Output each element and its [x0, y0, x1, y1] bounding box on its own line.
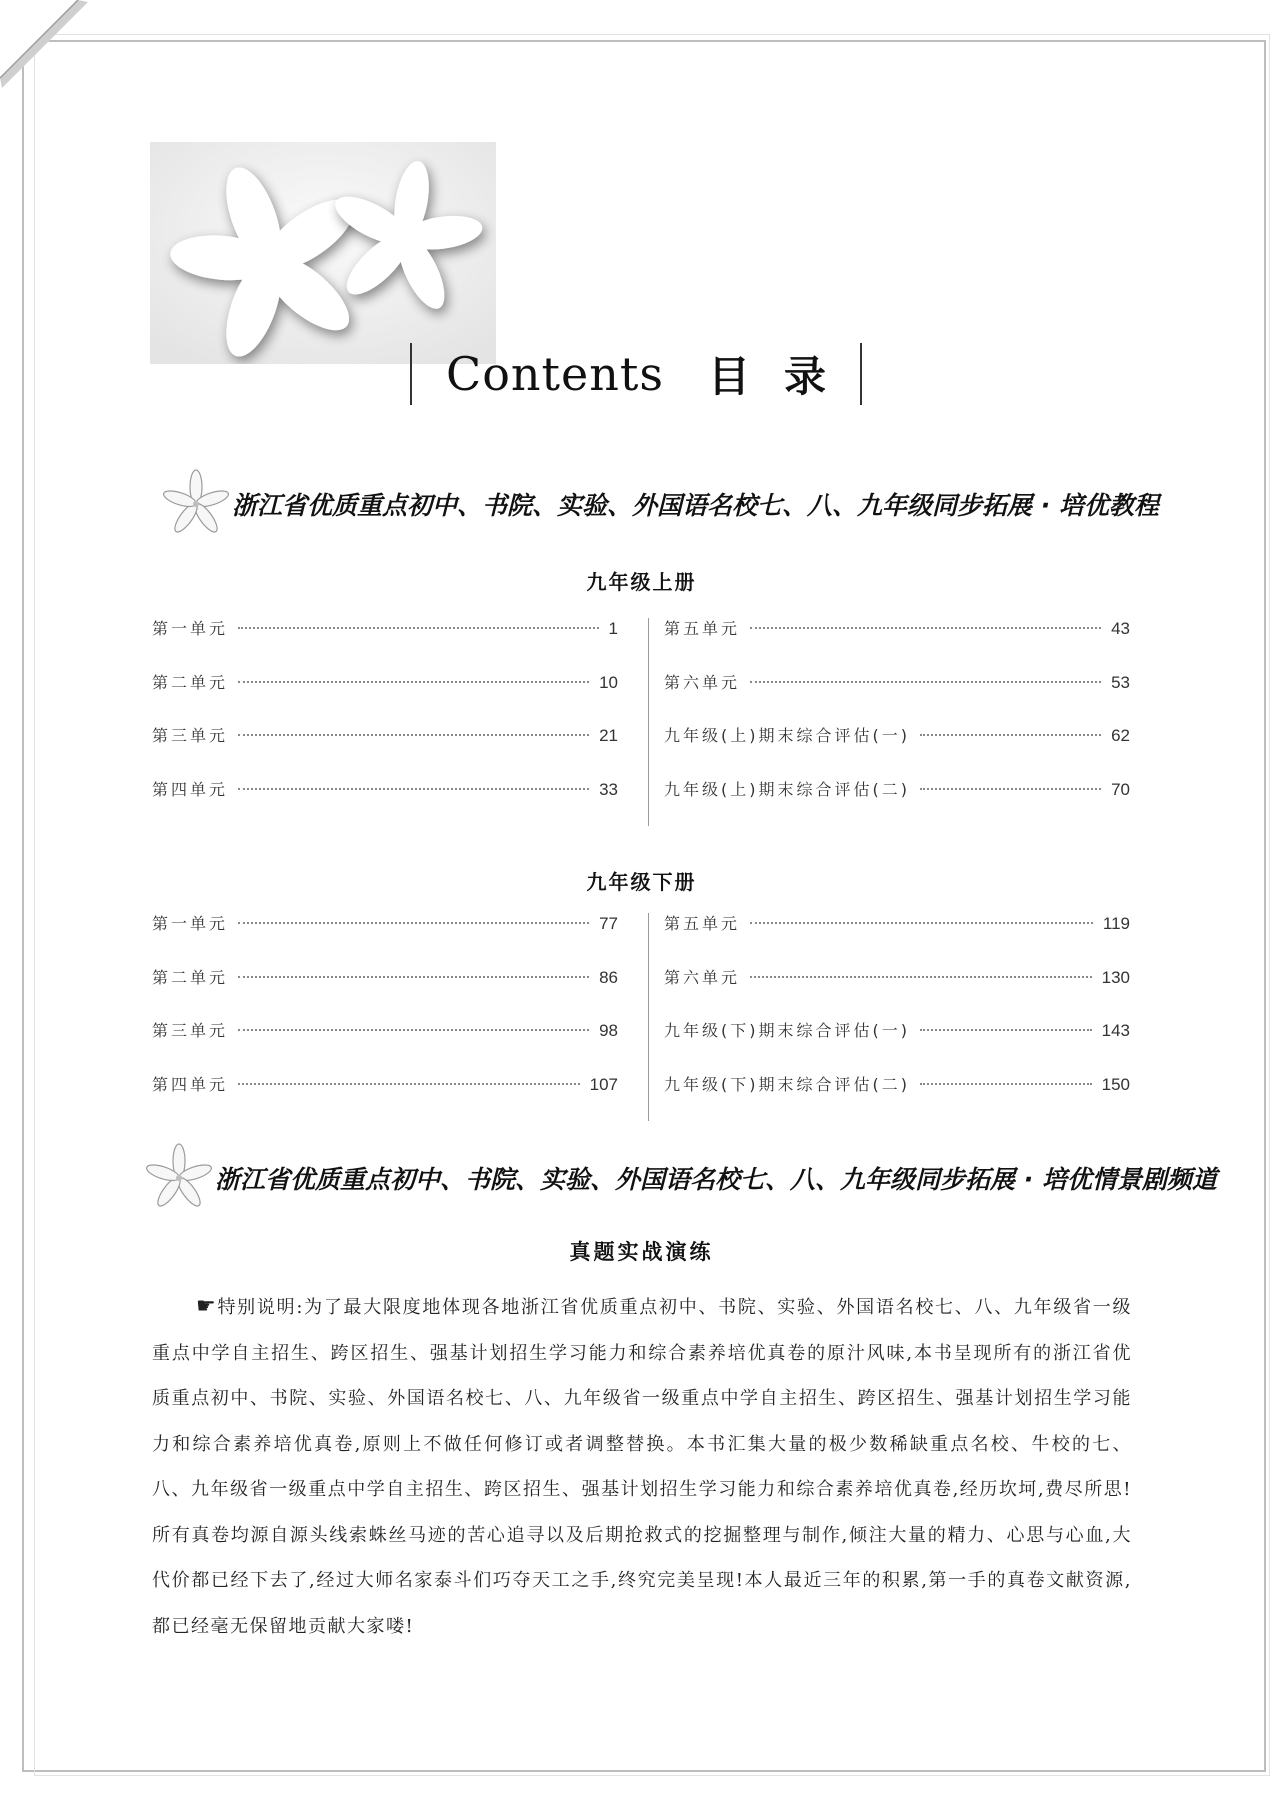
toc-leader-dots [238, 1029, 589, 1031]
toc-entry-label: 第三单元 [152, 1021, 229, 1040]
flower-star-icon [143, 1142, 215, 1214]
volume-title-lower: 九年级下册 [586, 870, 697, 894]
toc-entry-page: 130 [1101, 967, 1130, 987]
banner-course [160, 468, 1159, 540]
toc-leader-dots [920, 1083, 1092, 1085]
banner-course-text: 浙江省优质重点初中、书院、实验、外国语名校七、八、九年级同步拓展 · 培优教程 [232, 491, 1159, 520]
toc-leader-dots [920, 1029, 1092, 1031]
toc-leader-dots [750, 976, 1092, 978]
toc-column-lower-right [664, 911, 1130, 1125]
toc-entry-page: 150 [1101, 1074, 1130, 1094]
toc-entry[interactable] [152, 965, 618, 1019]
toc-entry-page: 33 [599, 779, 618, 799]
toc-entry[interactable] [664, 1072, 1130, 1126]
hero-flowers [150, 142, 496, 364]
toc-entry[interactable] [152, 1072, 618, 1126]
toc-entry[interactable] [664, 1018, 1130, 1072]
toc-entry-label: 第一单元 [152, 914, 229, 933]
toc-entry-page: 86 [599, 967, 618, 987]
toc-divider-upper [648, 618, 649, 826]
toc-leader-dots [238, 1083, 580, 1085]
toc-entry[interactable] [152, 777, 618, 831]
toc-entry[interactable] [664, 911, 1130, 965]
special-note-text: 特别说明:为了最大限度地体现各地浙江省优质重点初中、书院、实验、外国语名校七、八、九年级省一级重点中学自主招生、跨区招生、强基计划招生学习能力和综合素养培优真卷的原汁风味,本书呈现所有的浙江省优质重点初中、书院、实验、外国语名校七、八、九年级省一级重点中学自主招生、跨区招生、强基计划招生学习能力和综合素养培优真卷,原则上不做任何修订或者调整替换。本书汇集大量的极少数稀缺重点名校、牛校的七、八、九年级省一级重点中学自主招生、跨区招生、强基计划招生学习能力和综合素养培优真卷,经历坎坷,费尽所思!所有真卷均源自源头线索蛛丝马迹的苦心追寻以及后期抢救式的挖掘整理与制作,倾注大量的精力、心思与心血,大代价都已经下去了,经过大师名家泰斗们巧夺天工之手,终究完美呈现!本人最近三年的积累,第一手的真卷文献资源,都已经毫无保留地贡献大家喽! [152, 1297, 1132, 1637]
toc-entry-label: 九年级(下)期末综合评估(二) [664, 1074, 910, 1094]
title-chinese: 目录 [707, 352, 860, 401]
toc-entry-page: 21 [599, 726, 618, 745]
toc-entry[interactable] [664, 965, 1130, 1019]
toc-entry-page: 1 [608, 619, 618, 638]
toc-entry-label: 九年级(上)期末综合评估(一) [664, 726, 910, 745]
toc-entry[interactable] [152, 723, 618, 777]
toc-entry-page: 98 [599, 1021, 618, 1040]
toc-column-upper-right [664, 616, 1130, 830]
toc-leader-dots [238, 681, 589, 683]
toc-entry[interactable] [664, 777, 1130, 831]
toc-entry-label: 第四单元 [152, 1074, 229, 1094]
toc-entry[interactable] [664, 723, 1130, 777]
toc-entry-label: 九年级(下)期末综合评估(一) [664, 1021, 910, 1040]
toc-entry-label: 第五单元 [664, 914, 741, 933]
page-curl-icon [0, 0, 90, 90]
toc-divider-lower [648, 913, 649, 1121]
toc-entry-label: 第三单元 [152, 726, 229, 745]
toc-entry-page: 70 [1111, 779, 1130, 799]
toc-column-lower-left [152, 911, 618, 1125]
toc-entry-page: 107 [589, 1074, 618, 1094]
toc-column-upper-left [152, 616, 618, 830]
toc-entry-page: 77 [599, 914, 618, 933]
banner-channel-text: 浙江省优质重点初中、书院、实验、外国语名校七、八、九年级同步拓展 · 培优情景剧频道 [215, 1165, 1217, 1194]
toc-entry-label: 第二单元 [152, 672, 229, 692]
banner-channel [143, 1142, 1217, 1214]
toc-leader-dots [238, 976, 589, 978]
toc-entry[interactable] [664, 670, 1130, 724]
toc-leader-dots [238, 922, 589, 924]
toc-entry-label: 第六单元 [664, 967, 741, 987]
title-english: Contents [446, 347, 664, 401]
toc-leader-dots [750, 627, 1101, 629]
toc-entry-label: 第六单元 [664, 672, 741, 692]
flower-icon [150, 142, 496, 364]
volume-title-upper: 九年级上册 [586, 570, 697, 594]
toc-leader-dots [750, 922, 1093, 924]
section-title: 真题实战演练 [569, 1240, 714, 1264]
toc-leader-dots [750, 681, 1101, 683]
toc-leader-dots [920, 734, 1101, 736]
toc-entry[interactable] [664, 616, 1130, 670]
flower-star-icon [160, 468, 232, 540]
toc-entry-label: 九年级(上)期末综合评估(二) [664, 779, 910, 799]
pointing-hand-icon: ☛ [196, 1294, 218, 1319]
toc-entry-page: 43 [1111, 619, 1130, 638]
toc-entry-label: 第五单元 [664, 619, 741, 638]
toc-entry-page: 143 [1101, 1021, 1130, 1040]
toc-entry[interactable] [152, 911, 618, 965]
toc-entry-label: 第二单元 [152, 967, 229, 987]
toc-entry[interactable] [152, 1018, 618, 1072]
toc-entry-page: 10 [599, 672, 618, 692]
special-note [152, 1284, 1132, 1649]
toc-entry-page: 119 [1102, 914, 1130, 933]
toc-entry[interactable] [152, 670, 618, 724]
contents-title-bar [410, 343, 862, 405]
toc-entry-label: 第一单元 [152, 619, 229, 638]
toc-leader-dots [920, 788, 1101, 790]
toc-leader-dots [238, 734, 589, 736]
toc-entry-page: 62 [1111, 726, 1130, 745]
toc-entry[interactable] [152, 616, 618, 670]
toc-entry-label: 第四单元 [152, 779, 229, 799]
toc-leader-dots [238, 788, 589, 790]
toc-entry-page: 53 [1111, 672, 1130, 692]
toc-leader-dots [238, 627, 599, 629]
